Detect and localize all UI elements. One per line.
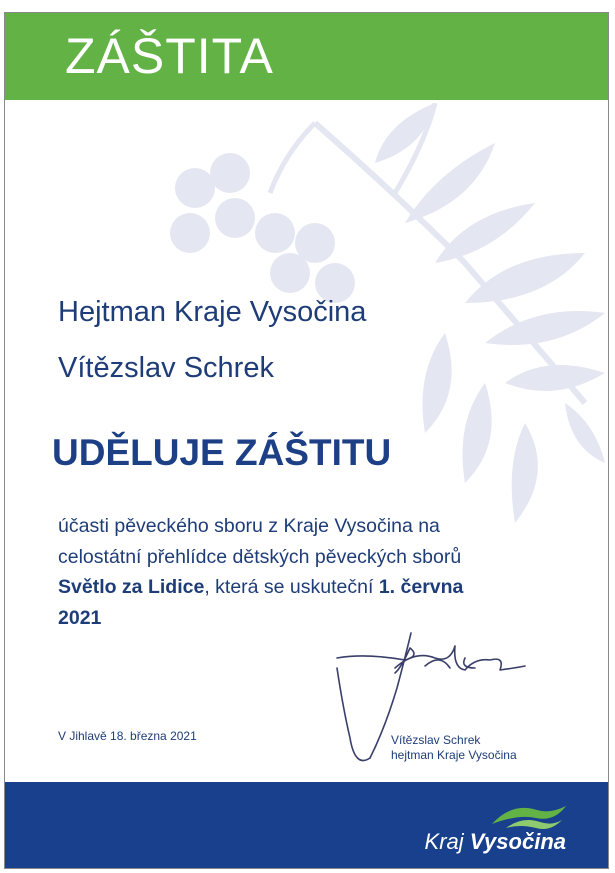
event-year: 2021 bbox=[58, 606, 102, 629]
grant-heading: UDĚLUJE ZÁŠTITU bbox=[52, 432, 392, 473]
logo-word-kraj: Kraj bbox=[424, 829, 464, 854]
signatory-role: hejtman Kraje Vysočina bbox=[391, 748, 517, 762]
official-title: Hejtman Kraje Vysočina bbox=[58, 296, 367, 328]
certificate-document bbox=[4, 12, 609, 869]
body-line-3-middle: , která se uskuteční bbox=[204, 576, 379, 598]
grant-description bbox=[58, 511, 558, 633]
logo-word-vysocina: Vysočina bbox=[469, 829, 566, 854]
event-name: Světlo za Lidice bbox=[58, 576, 205, 598]
logo-wordmark bbox=[425, 829, 566, 855]
signatory-block bbox=[391, 733, 517, 763]
body-line-3 bbox=[58, 572, 558, 603]
body-line-2: celostátní přehlídce dětských pěveckých sborů bbox=[58, 545, 462, 568]
logo-swoosh-icon bbox=[492, 802, 566, 830]
signatory-name: Vítězslav Schrek bbox=[391, 733, 481, 747]
place-and-date: V Jihlavě 18. března 2021 bbox=[58, 729, 197, 743]
official-name: Vítězslav Schrek bbox=[58, 352, 274, 384]
page-title: ZÁŠTITA bbox=[65, 28, 274, 84]
event-date: 1. června bbox=[378, 576, 464, 598]
kraj-vysocina-logo bbox=[416, 802, 566, 857]
header-band bbox=[5, 13, 608, 100]
footer-band bbox=[5, 782, 608, 869]
body-line-1: účasti pěveckého sboru z Kraje Vysočina na bbox=[58, 515, 440, 537]
